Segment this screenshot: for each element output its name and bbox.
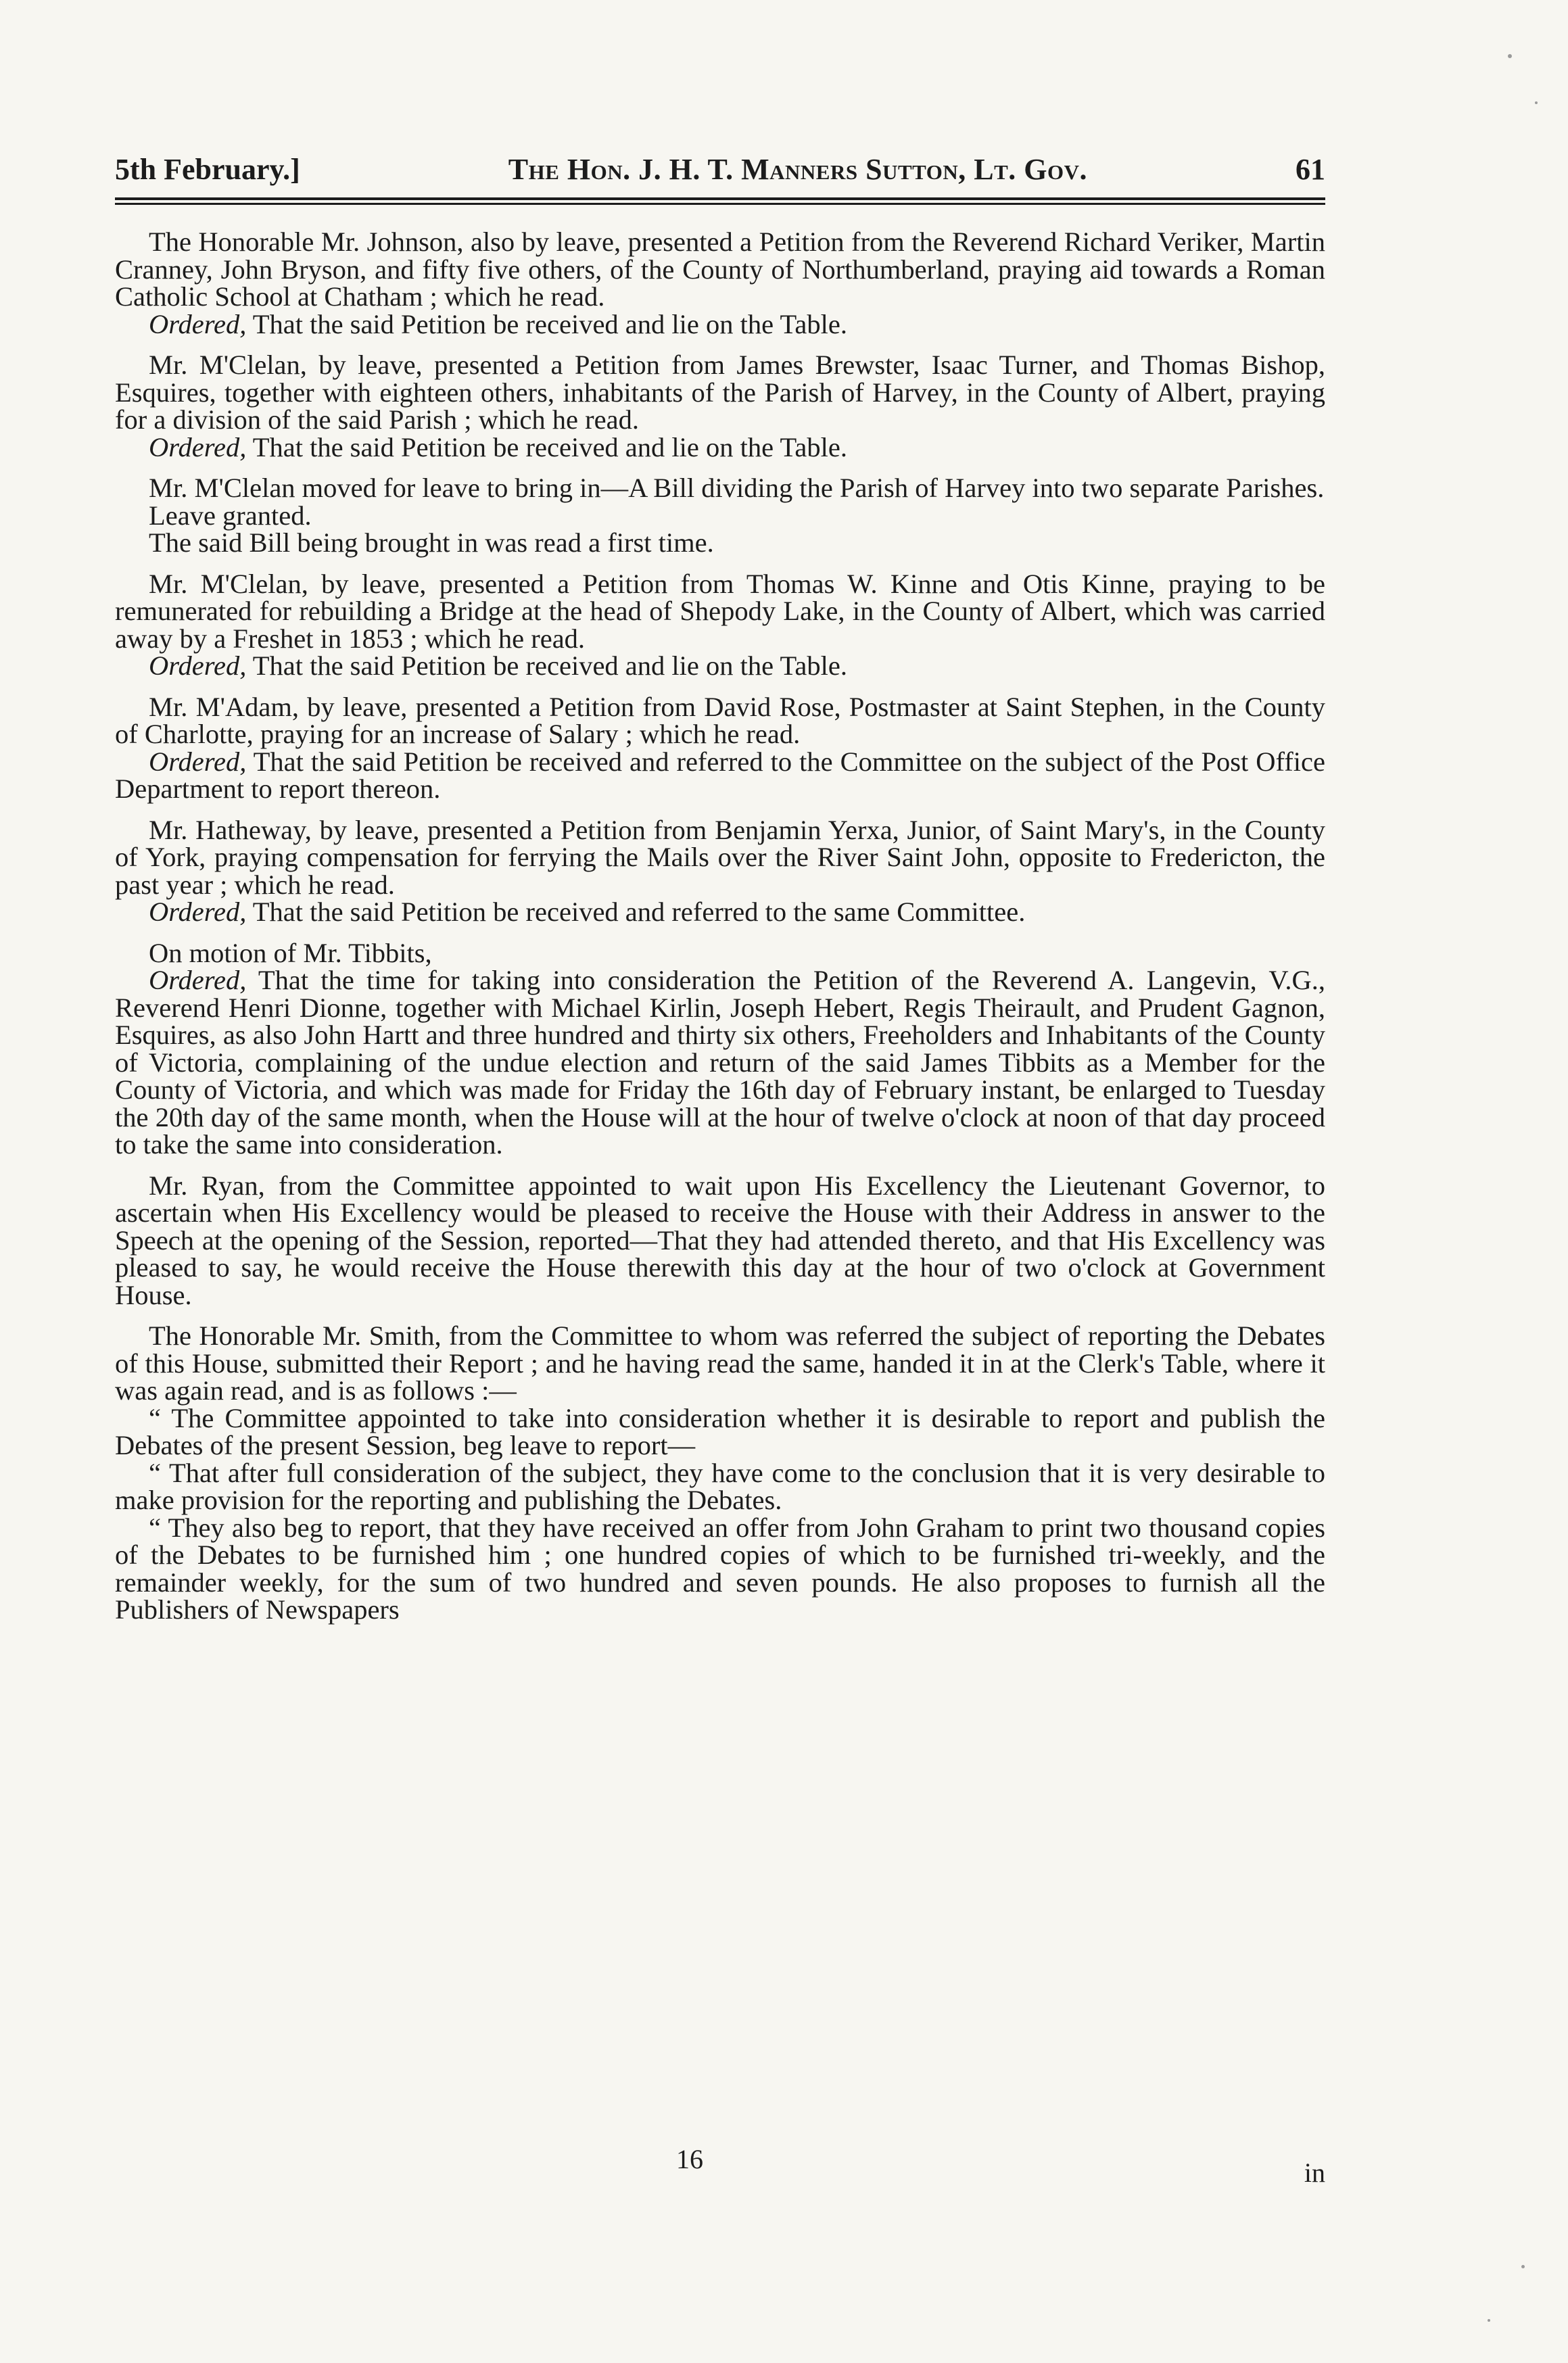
paper-speck bbox=[1535, 101, 1538, 104]
journal-entry bbox=[115, 691, 1325, 804]
order-line bbox=[115, 967, 1325, 1159]
journal-entry bbox=[115, 937, 1325, 1160]
entry-line: The Honorable Mr. Johnson, also by leave, presented a Petition from the Reverend Richard Veriker, Martin Cranney, John Bryson, and fifty five others, of the County of Northumberland, praying aid towards a Roman Catholic School at Chatham ; which he read. bbox=[115, 226, 1325, 312]
entry-line: Leave granted. bbox=[149, 500, 312, 531]
order-label: Ordered, bbox=[149, 431, 247, 462]
entry-line: Mr. M'Adam, by leave, presented a Petition from David Rose, Postmaster at Saint Stephen, in the County of Charlotte, praying for an increase of Salary ; which he read. bbox=[115, 691, 1325, 749]
entry-line: On motion of Mr. Tibbits, bbox=[149, 937, 432, 968]
entry-line: The Honorable Mr. Smith, from the Committee to whom was referred the subject of reporting the Debates of this House, submitted their Report ; and he having read the same, handed it in at the Clerk's Table, where it was again read, and is as follows :— bbox=[115, 1320, 1325, 1406]
header-rule bbox=[115, 197, 1325, 200]
printer-signature-mark: 16 bbox=[676, 2144, 703, 2174]
order-label: Ordered, bbox=[149, 308, 247, 339]
page-footer bbox=[115, 2143, 1325, 2188]
order-text: That the said Petition be received and referred to the same Committee. bbox=[246, 897, 1026, 927]
journal-entry bbox=[115, 352, 1325, 461]
journal-body bbox=[115, 226, 1325, 1638]
order-line bbox=[115, 308, 1325, 339]
order-text: That the said Petition be received and lie on the Table. bbox=[246, 650, 847, 681]
header-date: 5th February.] bbox=[115, 153, 300, 186]
entry-line: Mr. M'Clelan, by leave, presented a Petition from James Brewster, Isaac Turner, and Thomas Bishop, Esquires, together with eighteen others, inhabitants of the Parish of Harvey, in the County of Albert, praying for a division of the said Parish ; which he read. bbox=[115, 350, 1325, 435]
entry-line: “ They also beg to report, that they have received an offer from John Graham to print two thousand copies of the Debates to be furnished him ; one hundred copies of which to be furnished tri-weekly, and the remainder weekly, for the sum of two hundred and seven pounds. He also proposes to furnish all the Publishers of Newspapers bbox=[115, 1512, 1325, 1625]
journal-entry bbox=[115, 1172, 1325, 1310]
entry-line: Mr. Hatheway, by leave, presented a Petition from Benjamin Yerxa, Junior, of Saint Mary's, in the County of York, praying compensation for ferrying the Mails over the River Saint John, opposite to Fredericton, the past year ; which he read. bbox=[115, 814, 1325, 900]
entry-line: “ The Committee appointed to take into consideration whether it is desirable to report and publish the Debates of the present Session, beg leave to report— bbox=[115, 1402, 1325, 1460]
order-label: Ordered, bbox=[149, 897, 247, 927]
journal-entry bbox=[115, 226, 1325, 339]
entry-line: Mr. M'Clelan, by leave, presented a Petition from Thomas W. Kinne and Otis Kinne, praying to be remunerated for rebuilding a Bridge at the head of Shepody Lake, in the County of Albert, which was carried away by a Freshet in 1853 ; which he read. bbox=[115, 568, 1325, 654]
order-line bbox=[115, 431, 1325, 462]
catchword: in bbox=[1304, 2157, 1325, 2188]
paper-speck bbox=[1508, 54, 1512, 58]
paper-speck bbox=[1488, 2319, 1490, 2322]
order-label: Ordered, bbox=[149, 650, 247, 681]
entry-line: The said Bill being brought in was read a first time. bbox=[149, 527, 714, 558]
journal-entry bbox=[115, 1322, 1325, 1624]
order-line bbox=[115, 899, 1325, 926]
order-text: That the said Petition be received and referred to the Committee on the subject of the Post Office Department to report thereon. bbox=[115, 746, 1325, 804]
journal-entry bbox=[115, 814, 1325, 927]
order-text: That the time for taking into consideration the Petition of the Reverend A. Langevin, V.G., Reverend Henri Dionne, together with Michael Kirlin, Joseph Hebert, Regis Theirault, and Prudent Gagnon, Esquires, as also John Hartt and three hundred and thirty six others, Freeholders and Inhabitants of the County of Victoria, complaining of the undue election and return of the said James Tibbits as a Member for the County of Victoria, and which was made for Friday the 16th day of February instant, be enlarged to Tuesday the 20th day of the same month, when the House will at the hour of twelve o'clock at noon of that day proceed to take the same into consideration. bbox=[115, 965, 1325, 1160]
entry-line: Mr. Ryan, from the Committee appointed to wait upon His Excellency the Lieutenant Governor, to ascertain when His Excellency would be pleased to receive the House with their Address in answer to the Speech at the opening of the Session, reported—That they had attended thereto, and that His Excellency was pleased to say, he would receive the House therewith this day at the hour of two o'clock at Government House. bbox=[115, 1170, 1325, 1310]
header-title: The Hon. J. H. T. Manners Sutton, Lt. Gov. bbox=[508, 153, 1088, 186]
order-line bbox=[115, 652, 1325, 680]
order-label: Ordered, bbox=[149, 965, 247, 995]
order-text: That the said Petition be received and lie on the Table. bbox=[246, 308, 847, 339]
entry-line: Mr. M'Clelan moved for leave to bring in—A Bill dividing the Parish of Harvey into two separate Parishes. bbox=[149, 473, 1325, 503]
entry-line: “ That after full consideration of the subject, they have come to the conclusion that it is very desirable to make provision for the reporting and publishing the Debates. bbox=[115, 1457, 1325, 1515]
journal-entry bbox=[115, 475, 1325, 557]
page-number: 61 bbox=[1295, 153, 1325, 186]
header-rule-secondary bbox=[115, 203, 1325, 205]
running-header bbox=[115, 152, 1325, 187]
journal-entry bbox=[115, 568, 1325, 681]
paper-speck bbox=[1521, 2265, 1525, 2268]
order-line bbox=[115, 748, 1325, 803]
order-text: That the said Petition be received and lie on the Table. bbox=[246, 431, 847, 462]
order-label: Ordered, bbox=[149, 746, 247, 777]
